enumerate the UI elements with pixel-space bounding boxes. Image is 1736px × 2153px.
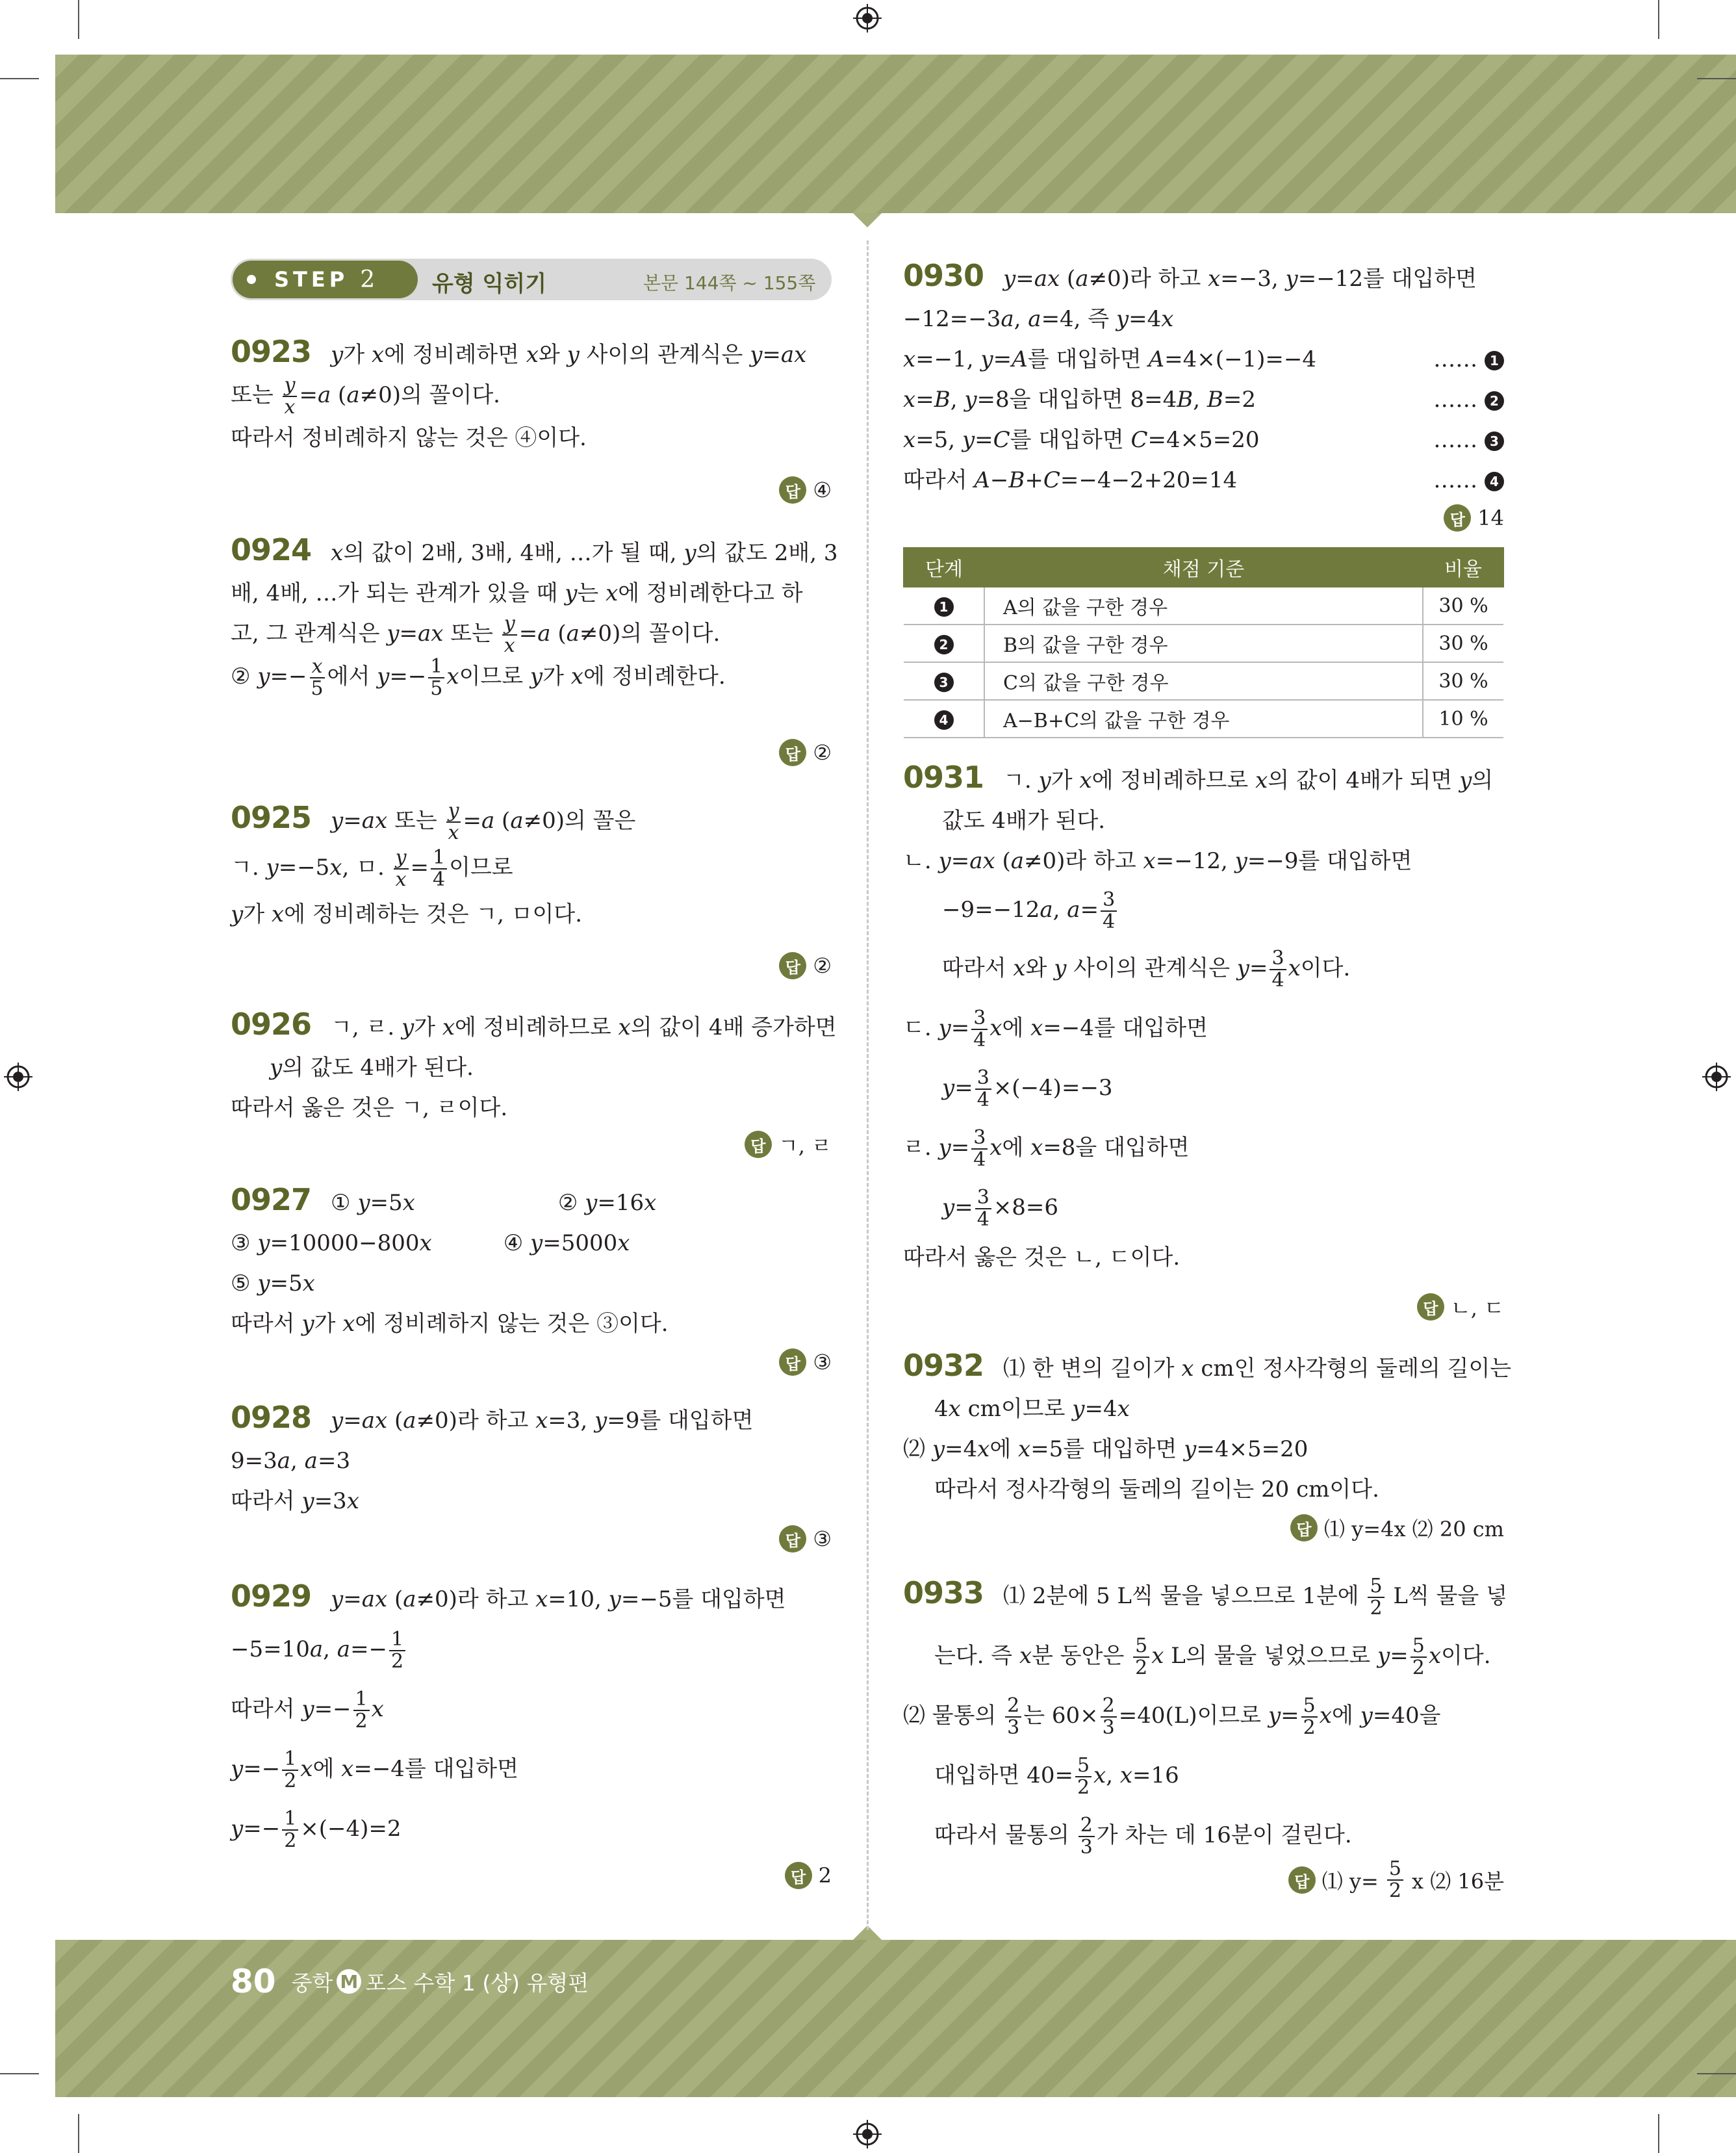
column-divider <box>867 240 869 1930</box>
dot-icon <box>247 275 256 284</box>
table-row: 4 A−B+C의 값을 구한 경우 10 % <box>904 700 1503 738</box>
answer-0926: 답 ㄱ, ㄹ <box>745 1129 832 1159</box>
answer-0930: 답 14 <box>1444 504 1504 532</box>
answer-0927: 답 ③ <box>779 1348 832 1376</box>
problem-0932: 0932 ⑴ 한 변의 길이가 x cm인 정사각형의 둘레의 길이는 4x cm이므로 y=4x ⑵ y=4x에 x=5를 대입하면 y=4×5=20 따라서 정사각형의 둘레의 길이는 20 cm이다. <box>903 1348 1512 1502</box>
answer-0933: 답 ⑴ y= $\frac{5}{2}$ x ⑵ 16분 <box>1288 1859 1504 1902</box>
step-4-icon: 4 <box>1485 472 1504 491</box>
answer-0924: 답 ② <box>779 739 832 766</box>
registration-mark-icon <box>4 1063 32 1091</box>
page-footer <box>231 1963 589 2000</box>
table-row: 3 C의 값을 구한 경우 30 % <box>904 662 1503 700</box>
header-band <box>55 55 1736 213</box>
table-row: 2 B의 값을 구한 경우 30 % <box>904 625 1503 662</box>
page-number: 80 <box>231 1963 276 2000</box>
crop-mark <box>78 2114 79 2153</box>
step-3-icon: 3 <box>1485 432 1504 451</box>
answer-0928: 답 ③ <box>779 1525 832 1553</box>
header-notch <box>853 213 882 227</box>
table-row: 1 A의 값을 구한 경우 30 % <box>904 587 1503 625</box>
answer-0931: 답 ㄴ, ㄷ <box>1417 1292 1504 1322</box>
step-pill: STEP 2 <box>233 261 418 298</box>
registration-mark-icon <box>853 4 882 32</box>
problem-0924: 0924 x의 값이 2배, 3배, 4배, …가 될 때, y의 값도 2배, 3 배, 4배, …가 되는 관계가 있을 때 y는 x에 정비례한다고 하 고, 그 관계식은 y=ax 또는 $\frac{y}{x}$ =a (a≠0)의 꼴이다. ② y=− $\frac{x}{5}$ 에서 y=− $\frac{1}{5}$ x이므로 y가 x에 정비례한다. <box>231 532 838 700</box>
problem-0927: 0927 ① y=5x ② y=16x ③ y=10000−800x ④ y=5000x ⑤ y=5x 따라서 y가 x에 정비례하지 않는 것은 ③이다. <box>231 1182 669 1337</box>
m-logo-icon: M <box>337 1969 361 1994</box>
answer-0932: 답 ⑴ y=4x ⑵ 20 cm <box>1290 1513 1504 1543</box>
crop-mark <box>0 2073 39 2074</box>
answer-0923: 답 ④ <box>779 476 832 504</box>
problem-0929: 0929 y=ax (a≠0)라 하고 x=10, y=−5를 대입하면 −5=10a, a=− $\frac{1}{2}$ 따라서 y=− $\frac{1}{2}$ x y=− $\frac{1}{2}$ x에 x=−4를 대입하면 y=− $\frac{1}{2}$ ×(−4)=2 <box>231 1579 786 1852</box>
answer-0929: 답 2 <box>785 1862 832 1889</box>
problem-0926: 0926 ㄱ, ㄹ. y가 x에 정비례하므로 x의 값이 4배 증가하면 y의 값도 4배가 된다. 따라서 옳은 것은 ㄱ, ㄹ이다. <box>231 1007 837 1121</box>
crop-mark <box>1697 78 1736 79</box>
step-2-icon: 2 <box>1485 391 1504 411</box>
problem-0923: 0923 y가 x에 정비례하면 x와 y 사이의 관계식은 y=ax 또는 $\frac{y}{x}$ =a (a≠0)의 꼴이다. 따라서 정비례하지 않는 것은 ④이다. <box>231 334 807 451</box>
registration-mark-icon <box>1702 1063 1731 1091</box>
step-page-ref: 본문 144쪽 ~ 155쪽 <box>643 272 816 294</box>
problem-0930: 0930 y=ax (a≠0)라 하고 x=−3, y=−12를 대입하면 −12=−3a, a=4, 즉 y=4x x=−1, y=A를 대입하면 A=4×(−1)=−4 …… 1 x=B, y=8을 대입하면 8=4B, B=2 …… 2 x=5, y=C를 대입하면 C=4×5=20 …… 3 따라서 A−B+C=−4−2+20=14 …… 4 <box>903 255 1504 500</box>
crop-mark <box>1658 2114 1659 2153</box>
crop-mark <box>1658 0 1659 39</box>
crop-mark <box>1697 2073 1736 2074</box>
answer-0925: 답 ② <box>779 952 832 979</box>
problem-0925: 0925 y=ax 또는 $\frac{y}{x}$ =a (a≠0)의 꼴은 ㄱ. y=−5x, ㅁ. $\frac{y}{x}$ = $\frac{1}{4}$ 이므로 y가 x에 정비례하는 것은 ㄱ, ㅁ이다. <box>231 799 636 927</box>
step-title: 유형 익히기 <box>432 271 547 297</box>
problem-0928: 0928 y=ax (a≠0)라 하고 x=3, y=9를 대입하면 9=3a, a=3 따라서 y=3x <box>231 1400 754 1514</box>
registration-mark-icon <box>853 2120 882 2148</box>
crop-mark <box>0 78 39 79</box>
problem-0931: 0931 ㄱ. y가 x에 정비례하므로 x의 값이 4배가 되면 y의 값도 4배가 된다. ㄴ. y=ax (a≠0)라 하고 x=−12, y=−9를 대입하면 −9=−12a, a= $\frac{3}{4}$ 따라서 x와 y 사이의 관계식은 y= $\frac{3}{4}$ x이다. ㄷ. y= $\frac{3}{4}$ x에 x=−4를 대입하면 y= $\frac{3}{4}$ ×(−4)=−3 ㄹ. y= $\frac{3}{4}$ x에 x=8을 대입하면 y= $\frac{3}{4}$ ×8=6 따라서 옳은 것은 ㄴ, ㄷ이다. <box>903 760 1494 1270</box>
grading-table: 단계 채점 기준 비율 1 A의 값을 구한 경우 30 % 2 B의 값을 구한 경우 30 % 3 C의 값을 구한 경우 30 % 4 A−B+C의 값을 구한 경우 10 % <box>903 547 1504 738</box>
crop-mark <box>78 0 79 39</box>
problem-0933: 0933 ⑴ 2분에 5 L씩 물을 넣으므로 1분에 $\frac{5}{2}$ L씩 물을 넣 는다. 즉 x분 동안은 $\frac{5}{2}$ x L의 물을 넣었으므로 y= $\frac{5}{2}$ x이다. ⑵ 물통의 $\frac{2}{3}$ 는 60× $\frac{2}{3}$ =40(L)이므로 y= $\frac{5}{2}$ x에 y=40을 대입하면 40= $\frac{5}{2}$ x, x=16 따라서 물통의 $\frac{2}{3}$ 가 차는 데 16분이 걸린다. <box>903 1575 1507 1859</box>
book-title: 중학 M 포스 수학 1 (상) 유형편 <box>291 1970 589 1996</box>
step-1-icon: 1 <box>1485 351 1504 370</box>
